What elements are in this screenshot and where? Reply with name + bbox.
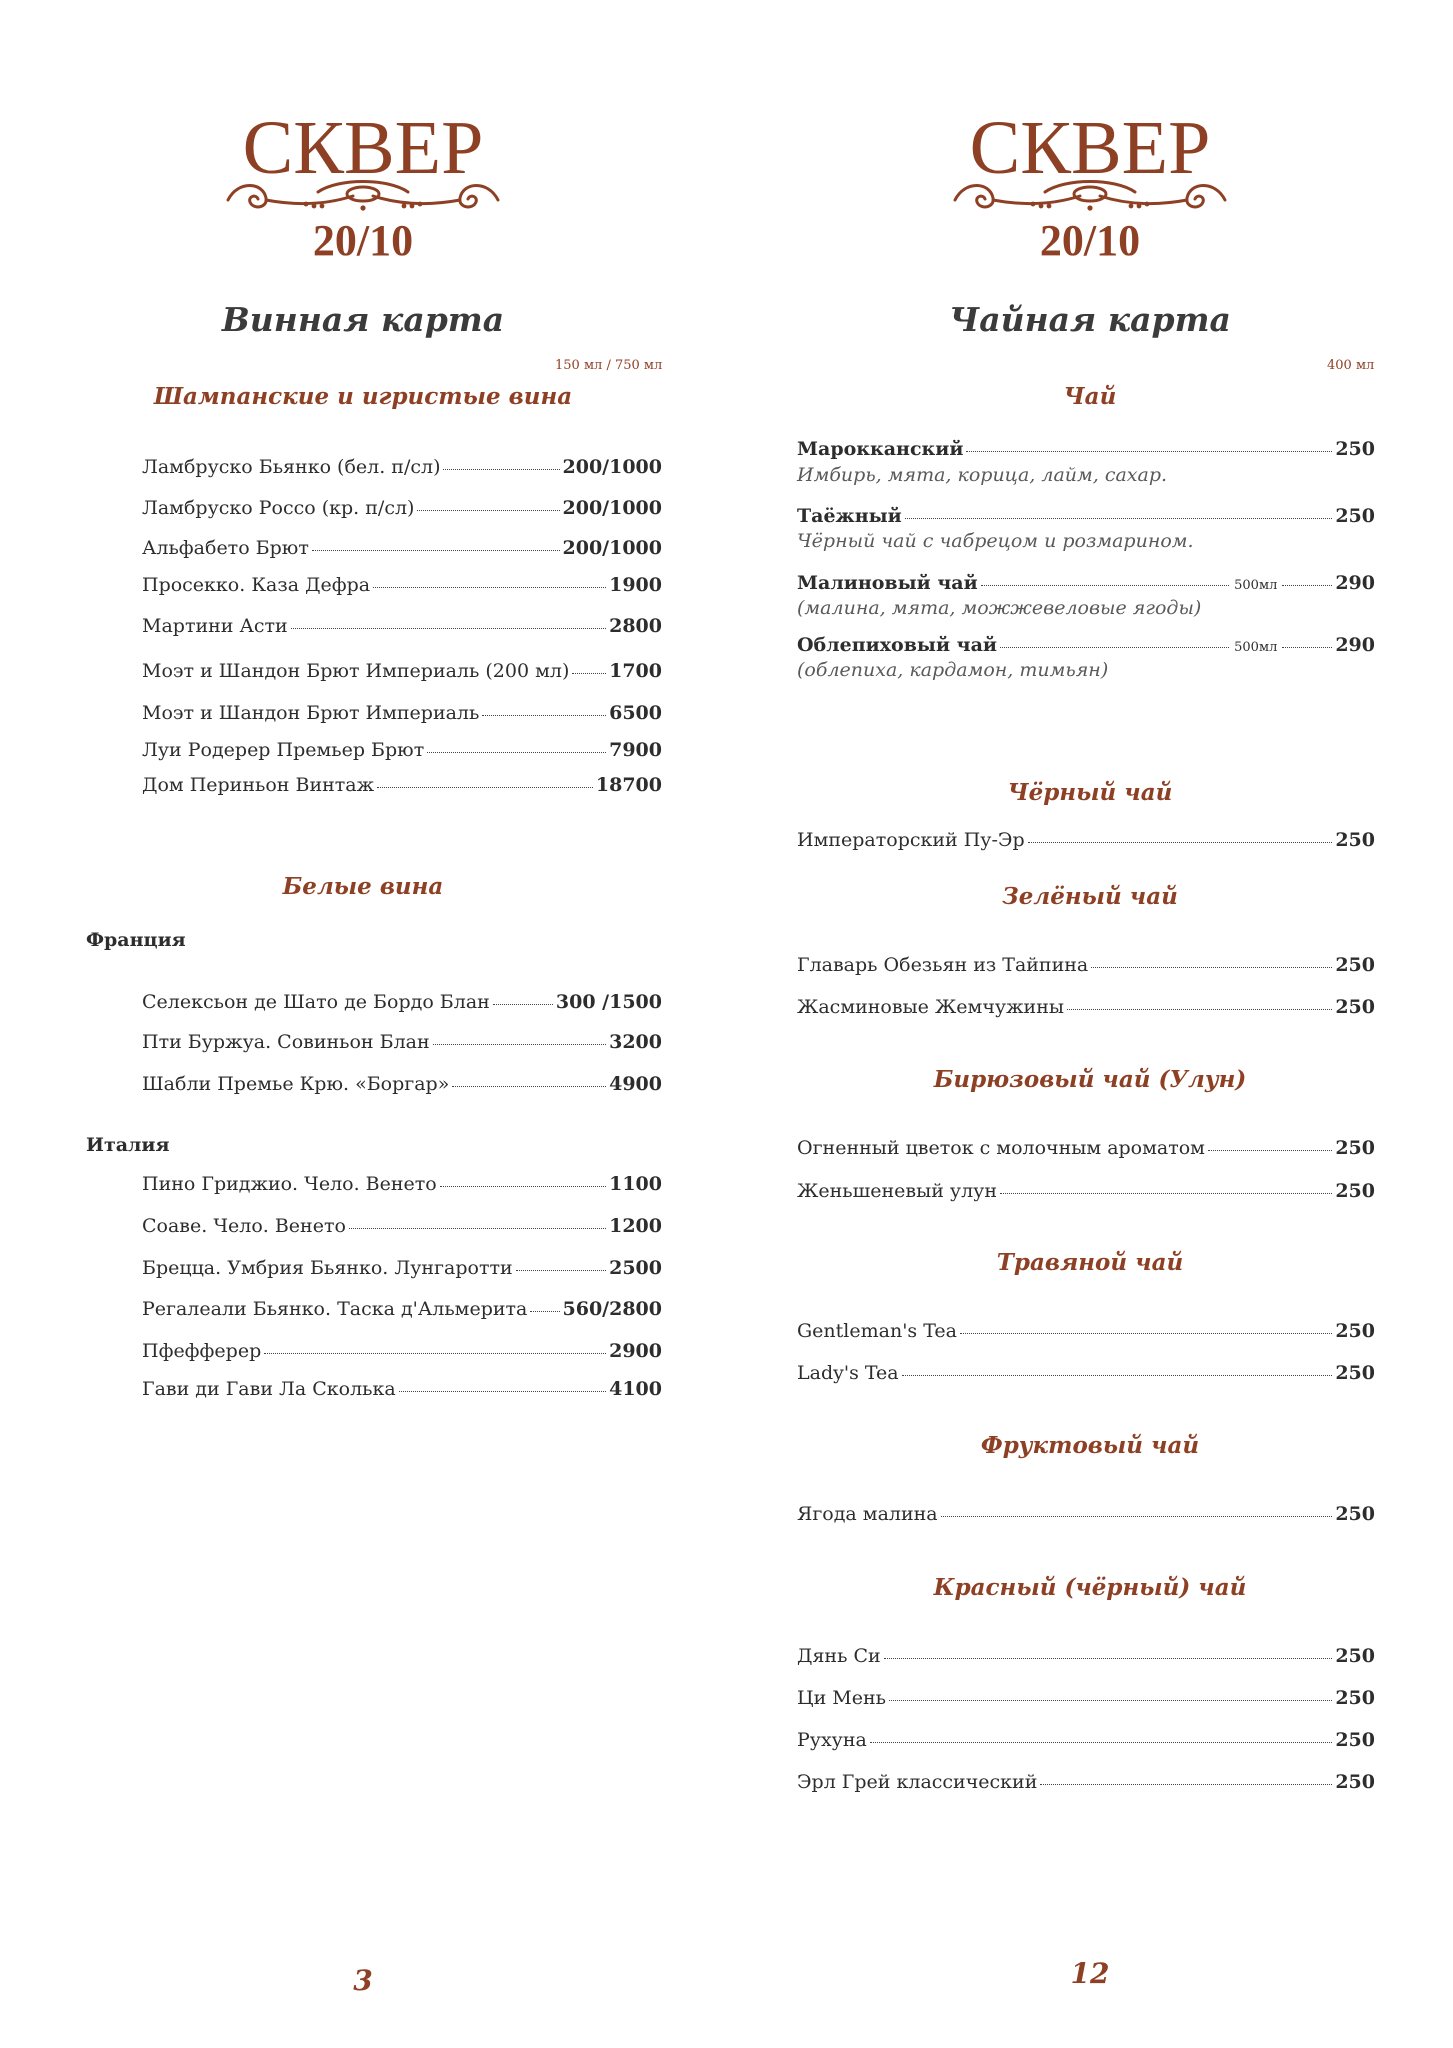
ornamental-flourish-icon — [945, 170, 1235, 220]
wine-item: Пино Гриджио. Чело. Венето 1100 — [142, 1173, 662, 1195]
country-label-france: Франция — [86, 929, 186, 951]
wine-item: Гави ди Гави Ла Сколька 4100 — [142, 1378, 662, 1400]
volume-note: 400 мл — [1327, 358, 1375, 373]
menu-title: Чайная карта — [949, 300, 1231, 339]
volume-note: 150 мл / 750 мл — [555, 358, 663, 373]
wine-item: Просекко. Каза Дефра 1900 — [142, 574, 662, 596]
logo-wordmark: СКВЕР — [242, 106, 484, 190]
wine-menu-page — [0, 0, 726, 2048]
section-title-green-tea: Зелёный чай — [1002, 883, 1178, 910]
ornamental-flourish-icon — [218, 170, 508, 220]
section-title-black-tea: Чёрный чай — [1007, 779, 1173, 806]
wine-item: Пти Буржуа. Совиньон Блан 3200 — [142, 1031, 662, 1053]
tea-item: Главарь Обезьян из Тайпина 250 — [797, 954, 1375, 976]
tea-description: (облепиха, кардамон, тимьян) — [797, 659, 1109, 681]
tea-item: Lady's Tea 250 — [797, 1362, 1375, 1384]
tea-description: Имбирь, мята, корица, лайм, сахар. — [797, 464, 1168, 486]
tea-item: Огненный цветок с молочным ароматом 250 — [797, 1137, 1375, 1159]
wine-item: Моэт и Шандон Брют Империаль 6500 — [142, 702, 662, 724]
section-title-sparkling: Шампанские и игристые вина — [153, 383, 573, 410]
wine-item: Мартини Асти 2800 — [142, 615, 662, 637]
section-title-red-tea: Красный (чёрный) чай — [933, 1574, 1247, 1601]
wine-item: Ламбруско Бьянко (бел. п/сл) 200/1000 — [142, 456, 662, 478]
wine-item: Соаве. Чело. Венето 1200 — [142, 1215, 662, 1237]
wine-item: Альфабето Брют 200/1000 — [142, 537, 662, 559]
tea-item: Малиновый чай 500мл 290 — [797, 572, 1375, 594]
tea-item: Марокканский 250 — [797, 438, 1375, 460]
country-label-italy: Италия — [86, 1134, 170, 1156]
tea-item: Таёжный 250 — [797, 505, 1375, 527]
wine-item: Дом Периньон Винтаж 18700 — [142, 774, 662, 796]
tea-item: Эрл Грей классический 250 — [797, 1771, 1375, 1793]
wine-item: Регалеали Бьянко. Таска д'Альмерита 560/2800 — [142, 1298, 662, 1320]
tea-item: Женьшеневый улун 250 — [797, 1180, 1375, 1202]
section-title-oolong: Бирюзовый чай (Улун) — [933, 1066, 1247, 1093]
section-title-fruit-tea: Фруктовый чай — [980, 1432, 1200, 1459]
wine-item: Шабли Премье Крю. «Боргар» 4900 — [142, 1073, 662, 1095]
page-number: 12 — [1070, 1957, 1110, 1990]
section-title-tea: Чай — [1063, 383, 1117, 410]
logo-wordmark: СКВЕР — [969, 106, 1211, 190]
tea-item: Жасминовые Жемчужины 250 — [797, 996, 1375, 1018]
wine-item: Моэт и Шандон Брют Империаль (200 мл) 1700 — [142, 660, 662, 682]
logo-number: 20/10 — [1039, 216, 1141, 265]
tea-item: Дянь Си 250 — [797, 1645, 1375, 1667]
tea-item: Ягода малина 250 — [797, 1503, 1375, 1525]
tea-item: Gentleman's Tea 250 — [797, 1320, 1375, 1342]
tea-description: Чёрный чай с чабрецом и розмарином. — [797, 530, 1194, 552]
page-number: 3 — [353, 1964, 373, 1997]
tea-menu-page — [727, 0, 1453, 2048]
menu-title: Винная карта — [221, 300, 505, 339]
wine-item: Пфефферер 2900 — [142, 1340, 662, 1362]
section-title-herbal-tea: Травяной чай — [996, 1249, 1184, 1276]
wine-item: Ламбруско Россо (кр. п/сл) 200/1000 — [142, 497, 662, 519]
tea-item: Ци Мень 250 — [797, 1687, 1375, 1709]
wine-item: Луи Родерер Премьер Брют 7900 — [142, 739, 662, 761]
tea-description: (малина, мята, можжевеловые ягоды) — [797, 597, 1202, 619]
logo-number: 20/10 — [312, 216, 414, 265]
wine-item: Брецца. Умбрия Бьянко. Лунгаротти 2500 — [142, 1257, 662, 1279]
tea-item: Рухуна 250 — [797, 1729, 1375, 1751]
tea-item: Императорский Пу-Эр 250 — [797, 829, 1375, 851]
section-title-white-wines: Белые вина — [282, 873, 444, 900]
tea-item: Облепиховый чай 500мл 290 — [797, 634, 1375, 656]
wine-item: Селексьон де Шато де Бордо Блан 300 /1500 — [142, 991, 662, 1013]
